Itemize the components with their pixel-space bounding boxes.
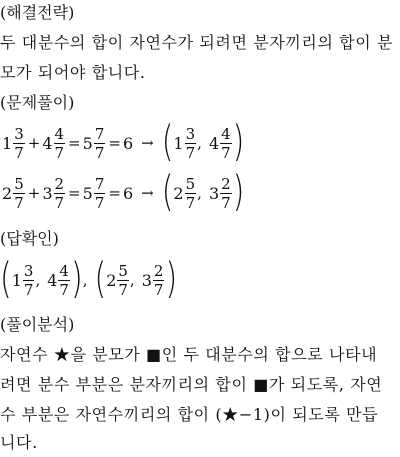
fraction: $\frac{3}{7}$ — [23, 261, 34, 299]
fraction: $\frac{5}{7}$ — [185, 174, 196, 212]
mixed-int: 2 — [173, 183, 184, 203]
close-paren: ) — [165, 254, 178, 304]
equals-sign: = — [68, 184, 81, 202]
close-paren: ) — [232, 167, 245, 217]
result-value: 6 — [122, 183, 134, 203]
mixed-int: 3 — [42, 183, 53, 203]
fraction: $\frac{2}{7}$ — [153, 261, 164, 299]
fraction: $\frac{3}{7}$ — [14, 124, 24, 162]
fraction: $\frac{5}{7}$ — [118, 261, 128, 299]
right-arrow-icon: → — [141, 134, 154, 152]
comma: , — [35, 271, 41, 289]
comma: , — [129, 271, 135, 289]
mixed-int: 2 — [106, 270, 117, 290]
plus-sign: + — [27, 184, 41, 202]
analysis-text-line-3: 수 부분은 자연수끼리의 합이 (★−1)이 되도록 만듭 — [0, 405, 379, 424]
equals-sign: = — [108, 184, 121, 202]
mixed-int: 5 — [82, 133, 93, 153]
answer-pairs — [0, 254, 178, 304]
fraction: $\frac{4}{7}$ — [54, 124, 65, 162]
mixed-int: 2 — [2, 183, 13, 203]
approach-text-line-2: 모가 되어야 합니다. — [0, 63, 146, 82]
approach-heading: (해결전략) — [0, 3, 75, 22]
pair-separator: , — [82, 271, 88, 289]
mixed-int: 1 — [2, 133, 13, 153]
close-paren: ) — [70, 254, 83, 304]
approach-text-line-1: 두 대분수의 합이 자연수가 되려면 분자끼리의 합이 분 — [0, 33, 394, 52]
fraction: $\frac{2}{7}$ — [54, 174, 65, 212]
fraction: $\frac{7}{7}$ — [94, 124, 105, 162]
fraction: $\frac{3}{7}$ — [185, 124, 196, 162]
mixed-int: 4 — [42, 133, 53, 153]
right-arrow-icon: → — [141, 184, 154, 202]
open-paren: ( — [161, 167, 174, 217]
mixed-int: 3 — [141, 270, 152, 290]
mixed-int: 3 — [208, 183, 220, 203]
open-paren: ( — [161, 117, 174, 167]
mixed-int: 4 — [47, 270, 58, 290]
equals-sign: = — [108, 134, 121, 152]
plus-sign: + — [27, 134, 41, 152]
analysis-text-line-1: 자연수 ★을 분모가 ■인 두 대분수의 합으로 나타내 — [0, 345, 378, 364]
fraction: $\frac{2}{7}$ — [221, 174, 231, 212]
open-paren: ( — [94, 254, 107, 304]
close-paren: ) — [232, 117, 245, 167]
open-paren: ( — [0, 254, 12, 304]
solution-heading: (문제풀이) — [0, 93, 75, 112]
result-value: 6 — [122, 133, 134, 153]
comma: , — [197, 184, 202, 202]
mixed-int: 4 — [208, 133, 220, 153]
equation-2 — [2, 167, 245, 217]
mixed-int: 1 — [173, 133, 184, 153]
fraction: $\frac{4}{7}$ — [221, 124, 231, 162]
analysis-text-line-2: 려면 분수 부분은 분자끼리의 합이 ■가 되도록, 자연 — [0, 375, 383, 394]
fraction: $\frac{5}{7}$ — [14, 174, 24, 212]
answer-heading: (답확인) — [0, 229, 59, 248]
equals-sign: = — [68, 134, 81, 152]
equation-1 — [2, 117, 245, 167]
mixed-int: 1 — [11, 270, 22, 290]
analysis-text-line-4: 니다. — [0, 433, 38, 452]
comma: , — [197, 134, 202, 152]
analysis-heading: (풀이분석) — [0, 315, 75, 334]
mixed-int: 5 — [82, 183, 93, 203]
fraction: $\frac{4}{7}$ — [59, 261, 69, 299]
fraction: $\frac{7}{7}$ — [94, 174, 105, 212]
